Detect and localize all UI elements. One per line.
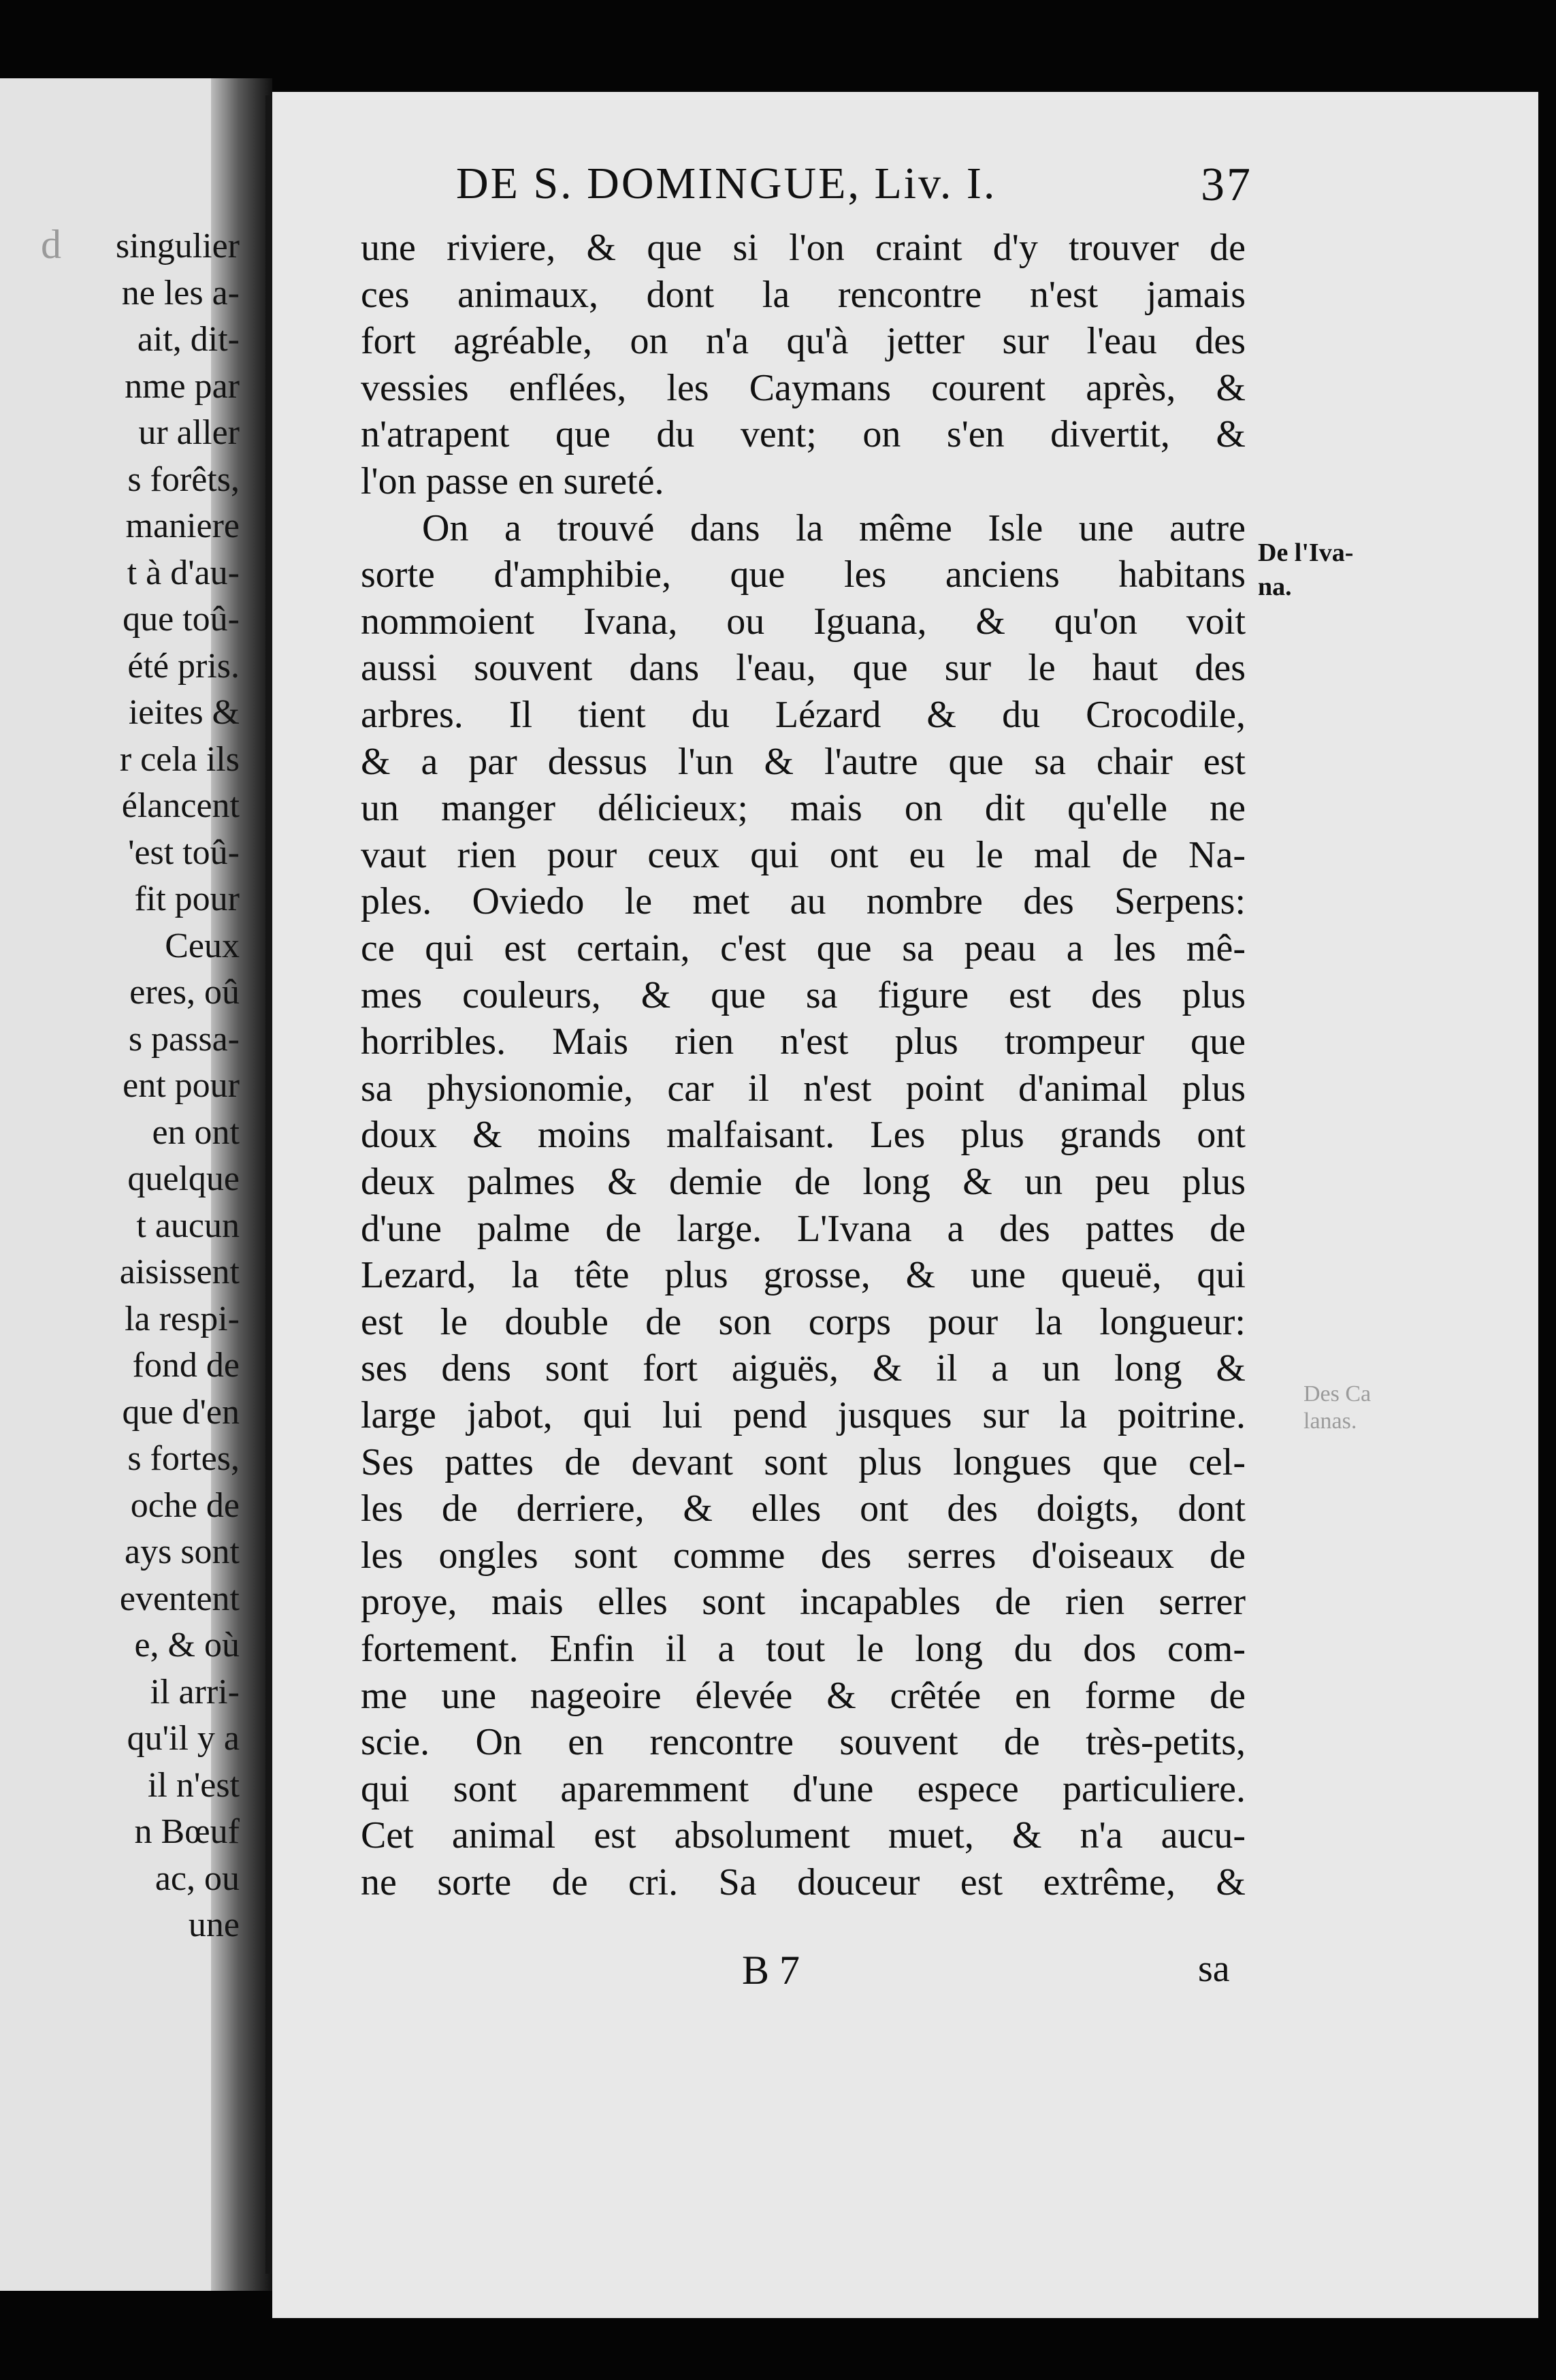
- left-page-fragment: fit pour: [134, 880, 240, 918]
- body-line: me une nageoire élevée & crêtée en forme de: [361, 1674, 1246, 1717]
- body-line: une riviere, & que si l'on craint d'y trouver de: [361, 227, 1246, 269]
- body-line: ce qui est certain, c'est que sa peau a les mê-: [361, 927, 1246, 969]
- left-page-fragment: ne les a-: [121, 273, 240, 312]
- margin-note-ivana-line1: De l'Iva-: [1258, 538, 1354, 567]
- body-line: Lezard, la tête plus grosse, & une queuë, qui: [361, 1254, 1246, 1297]
- margin-note-ivana-line2: na.: [1258, 573, 1292, 601]
- left-page-fragment: e, & où: [134, 1626, 240, 1665]
- margin-ghost-line2: lanas.: [1303, 1409, 1357, 1434]
- body-line: ne sorte de cri. Sa douceur est extrême, &: [361, 1861, 1246, 1903]
- left-page-fragment: que toû-: [123, 600, 240, 639]
- left-page-fragment: t aucun: [136, 1206, 240, 1245]
- running-title: DE S. DOMINGUE, Liv. I.: [456, 159, 997, 208]
- body-line: scie. On en rencontre souvent de très-petits,: [361, 1721, 1246, 1764]
- left-page-fragment: élancent: [121, 786, 240, 825]
- left-page-fragment: été pris.: [127, 646, 240, 686]
- margin-ghost-line1: Des Ca: [1303, 1381, 1372, 1406]
- left-page-fragment: en ont: [152, 1112, 240, 1152]
- body-line: est le double de son corps pour la longueur:: [361, 1300, 1246, 1343]
- body-line: arbres. Il tient du Lézard & du Crocodile,: [361, 694, 1246, 736]
- body-line: l'on passe en sureté.: [361, 460, 664, 502]
- body-line: un manger délicieux; mais on dit qu'elle ne: [361, 787, 1246, 830]
- body-line: horribles. Mais rien n'est plus trompeur que: [361, 1020, 1246, 1063]
- body-line: nommoient Ivana, ou Iguana, & qu'on voit: [361, 600, 1246, 643]
- left-page-fragment: oche de: [130, 1485, 240, 1525]
- left-page-fragment: que d'en: [122, 1392, 240, 1432]
- left-page-fragment: nme par: [125, 366, 240, 406]
- left-page-fragment: maniere: [125, 506, 240, 545]
- left-page-fragment: quelque: [127, 1159, 240, 1198]
- body-line: les de derriere, & elles ont des doigts, dont: [361, 1488, 1246, 1530]
- body-line: Ses pattes de devant sont plus longues que cel-: [361, 1441, 1246, 1483]
- body-line: deux palmes & demie de long & un peu plus: [361, 1161, 1246, 1203]
- body-line: sorte d'amphibie, que les anciens habitans: [361, 553, 1246, 596]
- body-line: ples. Oviedo le met au nombre des Serpens:: [361, 880, 1246, 923]
- left-page-fragment: il n'est: [147, 1765, 240, 1805]
- left-page-fragment: ieites &: [128, 693, 240, 732]
- left-page-fragment: eventent: [119, 1579, 240, 1618]
- left-page-fragment: une: [188, 1905, 240, 1944]
- body-line: sa physionomie, car il n'est point d'animal plus: [361, 1067, 1246, 1110]
- left-page-fragment: ays sont: [125, 1532, 240, 1571]
- left-page-fragment: fond de: [132, 1346, 240, 1385]
- left-page-fragment: ur aller: [138, 413, 240, 452]
- body-line: n'atrapent que du vent; on s'en divertit, &: [361, 413, 1246, 456]
- body-line: qui sont aparemment d'une espece particuliere.: [361, 1767, 1246, 1810]
- body-line: les ongles sont comme des serres d'oiseaux de: [361, 1534, 1246, 1577]
- left-page-fragment: r cela ils: [119, 739, 240, 779]
- left-page-fragment: ac, ou: [155, 1859, 240, 1898]
- left-page-fragment: Ceux: [165, 926, 240, 965]
- left-page-fragment: aisissent: [119, 1253, 240, 1291]
- left-page-fragment: ait, dit-: [137, 320, 240, 359]
- page-number: 37: [1201, 159, 1252, 211]
- body-line: vessies enflées, les Caymans courent après, &: [361, 366, 1246, 409]
- body-line: large jabot, qui lui pend jusques sur la poitrine.: [361, 1394, 1246, 1436]
- left-page-fragment: s passa-: [128, 1019, 240, 1059]
- left-page-fragment: s fortes,: [127, 1439, 240, 1478]
- left-page-fragment: n Bœuf: [134, 1812, 240, 1851]
- signature-mark: B 7: [742, 1948, 800, 1993]
- body-line: d'une palme de large. L'Ivana a des pattes de: [361, 1207, 1246, 1250]
- body-line: fortement. Enfin il a tout le long du dos com-: [361, 1628, 1246, 1670]
- body-line: On a trouvé dans la même Isle une autre: [422, 506, 1246, 549]
- body-line: proye, mais elles sont incapables de rien serrer: [361, 1581, 1246, 1624]
- body-line: aussi souvent dans l'eau, que sur le haut des: [361, 647, 1246, 690]
- body-line: ces animaux, dont la rencontre n'est jamais: [361, 273, 1246, 316]
- left-page-fragment: 'est toû-: [128, 833, 240, 872]
- left-page-fragment: t à d'au-: [127, 553, 240, 592]
- body-line: mes couleurs, & que sa figure est des plus: [361, 974, 1246, 1016]
- margin-ghost-note: [1303, 1381, 1371, 1435]
- body-line: & a par dessus l'un & l'autre que sa chair est: [361, 740, 1246, 783]
- body-line: ses dens sont fort aiguës, & il a un long &: [361, 1347, 1246, 1390]
- body-line: vaut rien pour ceux qui ont eu le mal de Na-: [361, 833, 1246, 876]
- left-page-fragment: s forêts,: [127, 460, 240, 499]
- left-page-fragment: qu'il y a: [127, 1719, 240, 1758]
- left-page-fragment: la respi-: [125, 1299, 240, 1338]
- catchword: sa: [1198, 1948, 1230, 1990]
- bleed-through-mark: d: [41, 222, 61, 267]
- left-page-fragment: singulier: [116, 227, 240, 266]
- left-page-fragment: il arri-: [150, 1672, 240, 1711]
- left-page-fragment: eres, oû: [129, 973, 240, 1012]
- left-page-fragment: ent pour: [123, 1066, 240, 1105]
- body-line: doux & moins malfaisant. Les plus grands ont: [361, 1114, 1246, 1157]
- body-line: fort agréable, on n'a qu'à jetter sur l'eau des: [361, 320, 1246, 363]
- running-header: [456, 158, 1252, 210]
- body-line: Cet animal est absolument muet, & n'a aucu-: [361, 1814, 1246, 1857]
